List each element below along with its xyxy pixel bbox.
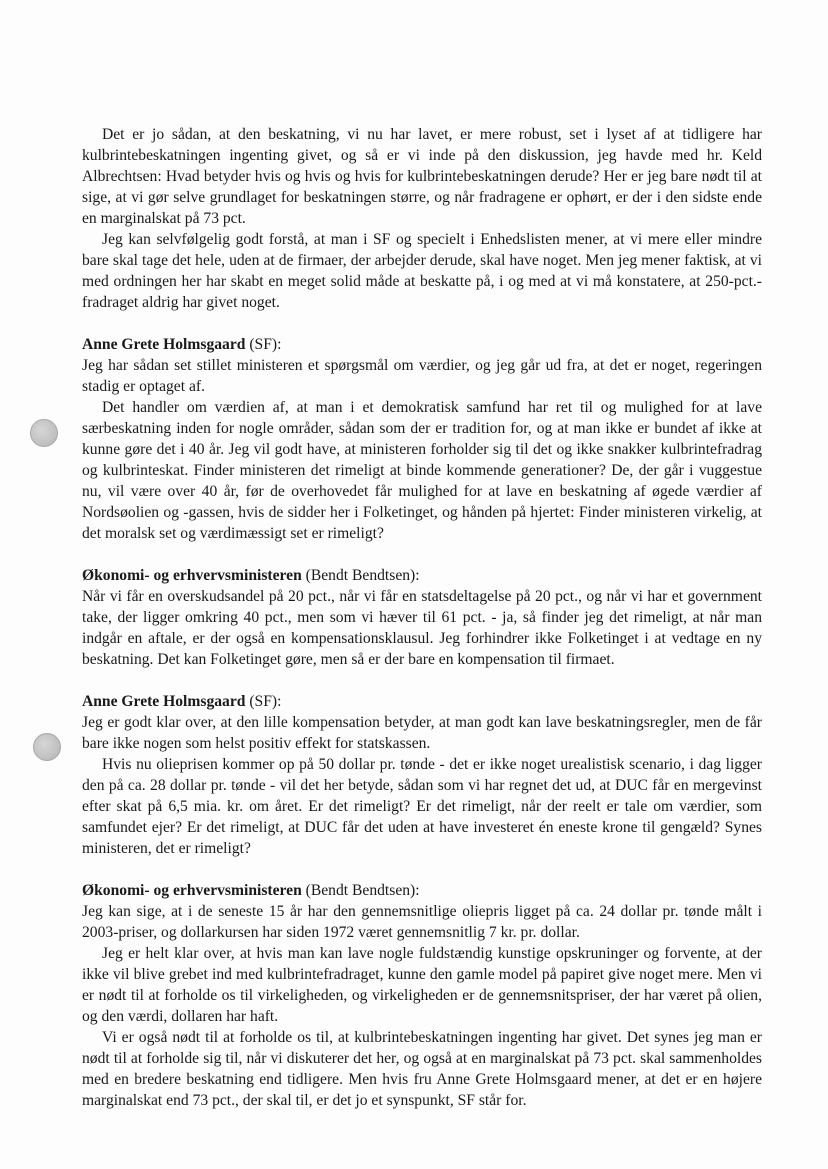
punch-hole — [30, 419, 58, 447]
paragraph: Jeg kan selvfølgelig godt forstå, at man i SF og specielt i Enhedslisten mener, at vi mere eller mindre bare skal tage det hele, uden at de firmaer, der arbejder derude, skal have noget. Men jeg mener faktisk, at vi med ordningen her har skabt en meget solid måde at beskatte på, i og med at vi må konstatere, at 250-pct.-fradraget aldrig har givet noget. — [82, 231, 762, 311]
speaker-name: Anne Grete Holmsgaard — [82, 336, 246, 353]
speaker-name: Anne Grete Holmsgaard — [82, 693, 246, 710]
speaker-name: Økonomi- og erhvervsministeren — [82, 567, 302, 584]
paragraph: Jeg er godt klar over, at den lille kompensation betyder, at man godt kan lave beskatningsregler, men de får bare ikke nogen som helst positiv effekt for statskassen. — [82, 714, 762, 752]
paragraph: Vi er også nødt til at forholde os til, at kulbrintebeskatningen ingenting har givet. Det synes jeg man er nødt til at forholde sig til, når vi diskuterer det her, og også at en marginalskat på 73 pct. skal sammenholdes med en bredere beskatning end tidligere. Men hvis fru Anne Grete Holmsgaard mener, at det er en højere marginalskat end 73 pct., der skal til, er det jo et synspunkt, SF står for. — [82, 1029, 762, 1109]
speaker-role: (Bendt Bendtsen): — [305, 567, 420, 584]
paragraph: Når vi får en overskudsandel på 20 pct., når vi får en statsdeltagelse på 20 pct., og når vi har et government take, der ligger omkring 40 pct., men som vi hæver til 61 pct. - ja, så finder jeg det rimeligt, at når man indgår en aftale, er der også en kompensationsklausul. Jeg forhindrer ikke Folketinget i at vedtage en ny beskatning. Det kan Folketinget gøre, men så er der bare en kompensation til firmaet. — [82, 588, 762, 668]
paragraph: Jeg er helt klar over, at hvis man kan lave nogle fuldstændig kunstige opskruninger og forvente, at der ikke vil blive grebet ind med kulbrintefradraget, kunne den gamle model på papiret give noget mere. Men vi er nødt til at forholde os til virkeligheden, og virkeligheden er de gennemsnitspriser, der har været på olien, og den værdi, dollaren har haft. — [82, 945, 762, 1025]
speaker-heading — [82, 565, 762, 586]
punch-hole — [33, 733, 61, 761]
speaker-heading — [82, 691, 762, 712]
paragraph: Jeg har sådan set stillet ministeren et spørgsmål om værdier, og jeg går ud fra, at det er noget, regeringen stadig er optaget af. — [82, 357, 762, 395]
speaker-heading — [82, 334, 762, 355]
document-body — [82, 124, 762, 1111]
speaker-name: Økonomi- og erhvervsministeren — [82, 882, 302, 899]
paragraph: Hvis nu olieprisen kommer op på 50 dollar pr. tønde - det er ikke noget urealistisk scenario, i dag ligger den på ca. 28 dollar pr. tønde - vil det her betyde, sådan som vi har regnet det ud, at DUC får en mergevinst efter skat på 6,5 mia. kr. om året. Er det rimeligt? Er det rimeligt, når der reelt er tale om værdier, som samfundet ejer? Er det rimeligt, at DUC får det uden at have investeret én eneste krone til gengæld? Synes ministeren, det er rimeligt? — [82, 756, 762, 857]
paragraph: Jeg kan sige, at i de seneste 15 år har den gennemsnitlige oliepris ligget på ca. 24 dollar pr. tønde målt i 2003-priser, og dollarkursen har siden 1972 været gennemsnitlig 7 kr. pr. dollar. — [82, 903, 762, 941]
paragraph: Det handler om værdien af, at man i et demokratisk samfund har ret til og mulighed for at lave særbeskatning inden for nogle områder, sådan som der er tradition for, og at man ikke er bundet af ikke at kunne gøre det i 40 år. Jeg vil godt have, at ministeren forholder sig til det og ikke snakker kulbrintefradrag og kulbrinteskat. Finder ministeren det rimeligt at binde kommende generationer? De, der går i vuggestue nu, vil være over 40 år, før de overhovedet får mulighed for at lave en beskatning af øgede værdier af Nordsøolien og -gassen, hvis de sidder her i Folketinget, og hånden på hjertet: Finder ministeren virkelig, at det moralsk set og værdimæssigt set er rimeligt? — [82, 399, 762, 542]
speaker-role: (SF): — [249, 693, 282, 710]
speaker-role: (Bendt Bendtsen): — [305, 882, 420, 899]
speaker-heading — [82, 880, 762, 901]
speaker-role: (SF): — [249, 336, 282, 353]
paragraph: Det er jo sådan, at den beskatning, vi nu har lavet, er mere robust, set i lyset af at tidligere har kulbrintebeskatningen ingenting givet, og så er vi inde på den diskussion, jeg havde med hr. Keld Albrechtsen: Hvad betyder hvis og hvis og hvis for kulbrintebeskatningen derude? Her er jeg bare nødt til at sige, at vi gør selve grundlaget for beskatningen større, og når fradragene er ophørt, er der i den sidste ende en marginalskat på 73 pct. — [82, 126, 762, 227]
